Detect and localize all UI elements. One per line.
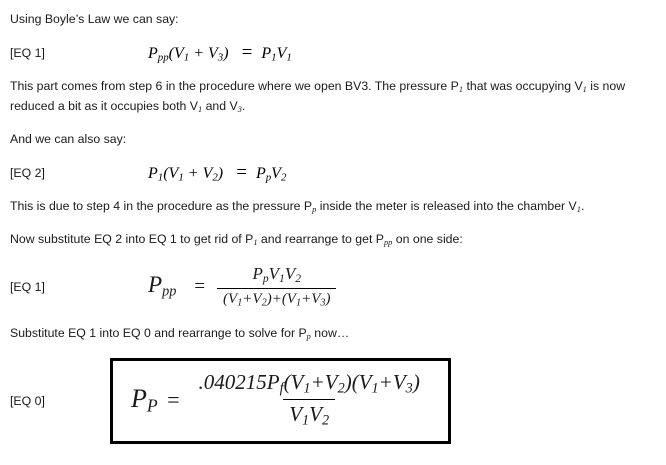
eq1-fraction-numerator — [246, 263, 307, 287]
step4-paragraph — [10, 197, 652, 217]
eq0-coefficient: .040215 — [198, 369, 267, 394]
step4-sub-p: p — [312, 205, 317, 215]
eq2-label: [EQ 2] — [10, 166, 45, 181]
eq1-num-p: P — [252, 264, 263, 284]
eq1-num-psub: p — [262, 272, 269, 286]
eq2-equals: = — [235, 162, 248, 184]
eq0-num-g2-close: ) — [412, 369, 420, 394]
step4-text-c: . — [580, 199, 585, 214]
intro-text: Using Boyle’s Law we can say: — [10, 12, 179, 26]
step6-text-c: is now reduced a bit as it occupies both V — [10, 79, 626, 114]
eq0-expression — [131, 369, 430, 431]
substitute-sub-1: 1 — [253, 238, 258, 248]
eq2-rhs-v: V — [271, 165, 281, 183]
substitute-final-text-b: now… — [310, 325, 350, 340]
step4-text-a: This is due to step 4 in the procedure as the pressure P — [10, 199, 313, 214]
eq1-rhs-v: V — [276, 45, 287, 63]
substitute-final-paragraph — [10, 324, 652, 344]
eq1-den-sub4: 3 — [320, 297, 326, 309]
eq0-fraction-numerator — [193, 369, 426, 399]
eq1-den-plusv: +V — [242, 290, 262, 307]
eq1-v1-sub: 1 — [183, 51, 190, 64]
eq0-lhs-sub: P — [146, 394, 158, 415]
step6-text-b: that was occupying V — [463, 79, 583, 94]
eq0-label: [EQ 0] — [10, 393, 45, 408]
equation-row-eq0 — [10, 358, 652, 444]
equation-row-eq2 — [10, 162, 652, 184]
eq1-paren-close: ) — [223, 45, 229, 63]
step6-paragraph — [10, 77, 652, 117]
eq1-den-plus: + — [271, 290, 282, 307]
substitute-paragraph — [10, 230, 652, 250]
eq2-rhs-p: P — [255, 165, 266, 183]
eq1-fraction-label: [EQ 1] — [10, 279, 45, 294]
substitute-text-c: on one side: — [392, 232, 463, 247]
eq0-fraction — [193, 369, 426, 431]
eq0-lhs-p: P — [131, 383, 147, 413]
eq1-den-open1: (V — [223, 290, 238, 307]
eq0-num-g1s2: 2 — [337, 380, 345, 397]
eq2-lhs-sub: 1 — [157, 171, 164, 184]
step6-sub-2: 1 — [582, 85, 587, 95]
eq0-den-v1: V — [289, 402, 303, 427]
eq1-frac-lhs — [148, 272, 176, 301]
eq1-rhs-p: P — [261, 45, 272, 63]
eq1-plus: + V — [189, 45, 218, 63]
eq0-num-g1s1: 1 — [303, 380, 311, 397]
eq2-rhs-sub: p — [265, 171, 272, 184]
eq0-num-psub: f — [279, 380, 284, 397]
eq0-num-g1-open: (V — [283, 369, 304, 394]
eq1-fraction — [217, 263, 336, 310]
step6-text-e: . — [241, 99, 246, 114]
step4-text-b: inside the meter is released into the chamber V — [316, 199, 577, 214]
eq0-box — [110, 358, 451, 444]
eq0-fraction-denominator — [283, 399, 335, 430]
eq1-frac-lhs-p: P — [148, 272, 163, 298]
eq1-den-open2: (V — [281, 290, 296, 307]
step6-sub-3: 1 — [197, 105, 203, 115]
substitute-sub-pp: pp — [384, 238, 393, 248]
eq1-fraction-denominator — [217, 288, 336, 310]
eq2-lhs-p: P — [148, 165, 158, 183]
substitute-text-b: and rearrange to get P — [257, 232, 384, 247]
eq1-num-v2: V — [284, 264, 296, 284]
eq1-num-v2sub: 2 — [295, 272, 301, 286]
eq1-frac-equals: = — [194, 275, 206, 297]
equation-row-eq1 — [10, 42, 652, 64]
eq0-num-g2s2: 3 — [405, 380, 413, 397]
eq1-lhs-p: P — [148, 45, 158, 63]
eq0-num-g2-open: (V — [351, 369, 372, 394]
eq2-expression — [148, 162, 286, 184]
eq2-rhs-vsub: 2 — [280, 171, 287, 184]
eq0-num-g1-plus: +V — [310, 369, 338, 394]
substitute-final-text-a: Substitute EQ 1 into EQ 0 and rearrange to solve for P — [10, 325, 307, 340]
eq1-frac-lhs-sub: pp — [162, 283, 177, 300]
step6-text-d: and V — [202, 99, 238, 114]
eq1-num-v1sub: 1 — [279, 272, 285, 286]
eq2-paren-open: (V — [163, 165, 179, 183]
eq1-v3-sub: 3 — [217, 51, 224, 64]
eq0-num-g1-close: ) — [344, 369, 352, 394]
eq1-den-sub1: 1 — [237, 297, 243, 309]
eq1-den-plusv2: +V — [301, 290, 321, 307]
eq1-den-close1: ) — [266, 290, 272, 307]
equation-row-eq1-fraction — [10, 263, 652, 310]
eq0-num-g2-plus: +V — [378, 369, 406, 394]
eq1-rhs-vsub: 1 — [286, 51, 292, 64]
also-say-paragraph — [10, 130, 652, 149]
eq1-equals: = — [240, 42, 254, 64]
eq1-fraction-expression — [148, 263, 340, 310]
eq1-lhs-sub: pp — [157, 51, 169, 64]
eq2-v2-sub: 2 — [212, 171, 218, 184]
step6-sub-1: 1 — [458, 85, 464, 95]
substitute-text-a: Now substitute EQ 2 into EQ 1 to get rid of P — [10, 232, 254, 247]
eq1-den-sub2: 2 — [261, 297, 267, 309]
eq0-den-v1sub: 1 — [302, 412, 310, 429]
eq0-equals: = — [165, 386, 181, 412]
also-say-text: And we can also say: — [10, 132, 127, 147]
eq0-num-p: P — [266, 369, 280, 394]
step6-text-a: This part comes from step 6 in the procedure where we open BV3. The pressure P — [10, 79, 459, 94]
eq2-paren-close: ) — [217, 165, 224, 183]
substitute-final-sub-p: p — [306, 331, 311, 341]
step6-sub-4: 3 — [237, 105, 242, 115]
eq1-rhs-sub: 1 — [271, 51, 277, 64]
eq2-plus: + V — [183, 165, 213, 183]
eq0-den-v2: V — [309, 402, 322, 427]
eq0-den-v2sub: 2 — [322, 412, 330, 429]
eq1-expression — [148, 42, 292, 64]
eq2-v1-sub: 1 — [178, 171, 184, 184]
intro-paragraph — [10, 10, 652, 29]
eq0-lhs — [131, 384, 158, 416]
step4-sub-1: 1 — [576, 205, 581, 215]
eq1-den-close2: ) — [325, 290, 331, 307]
eq1-paren-open: (V — [168, 45, 184, 63]
eq1-label: [EQ 1] — [10, 46, 45, 61]
eq1-num-v1: V — [268, 264, 280, 284]
eq1-den-sub3: 1 — [295, 297, 302, 309]
eq0-num-g2s1: 1 — [371, 380, 379, 397]
